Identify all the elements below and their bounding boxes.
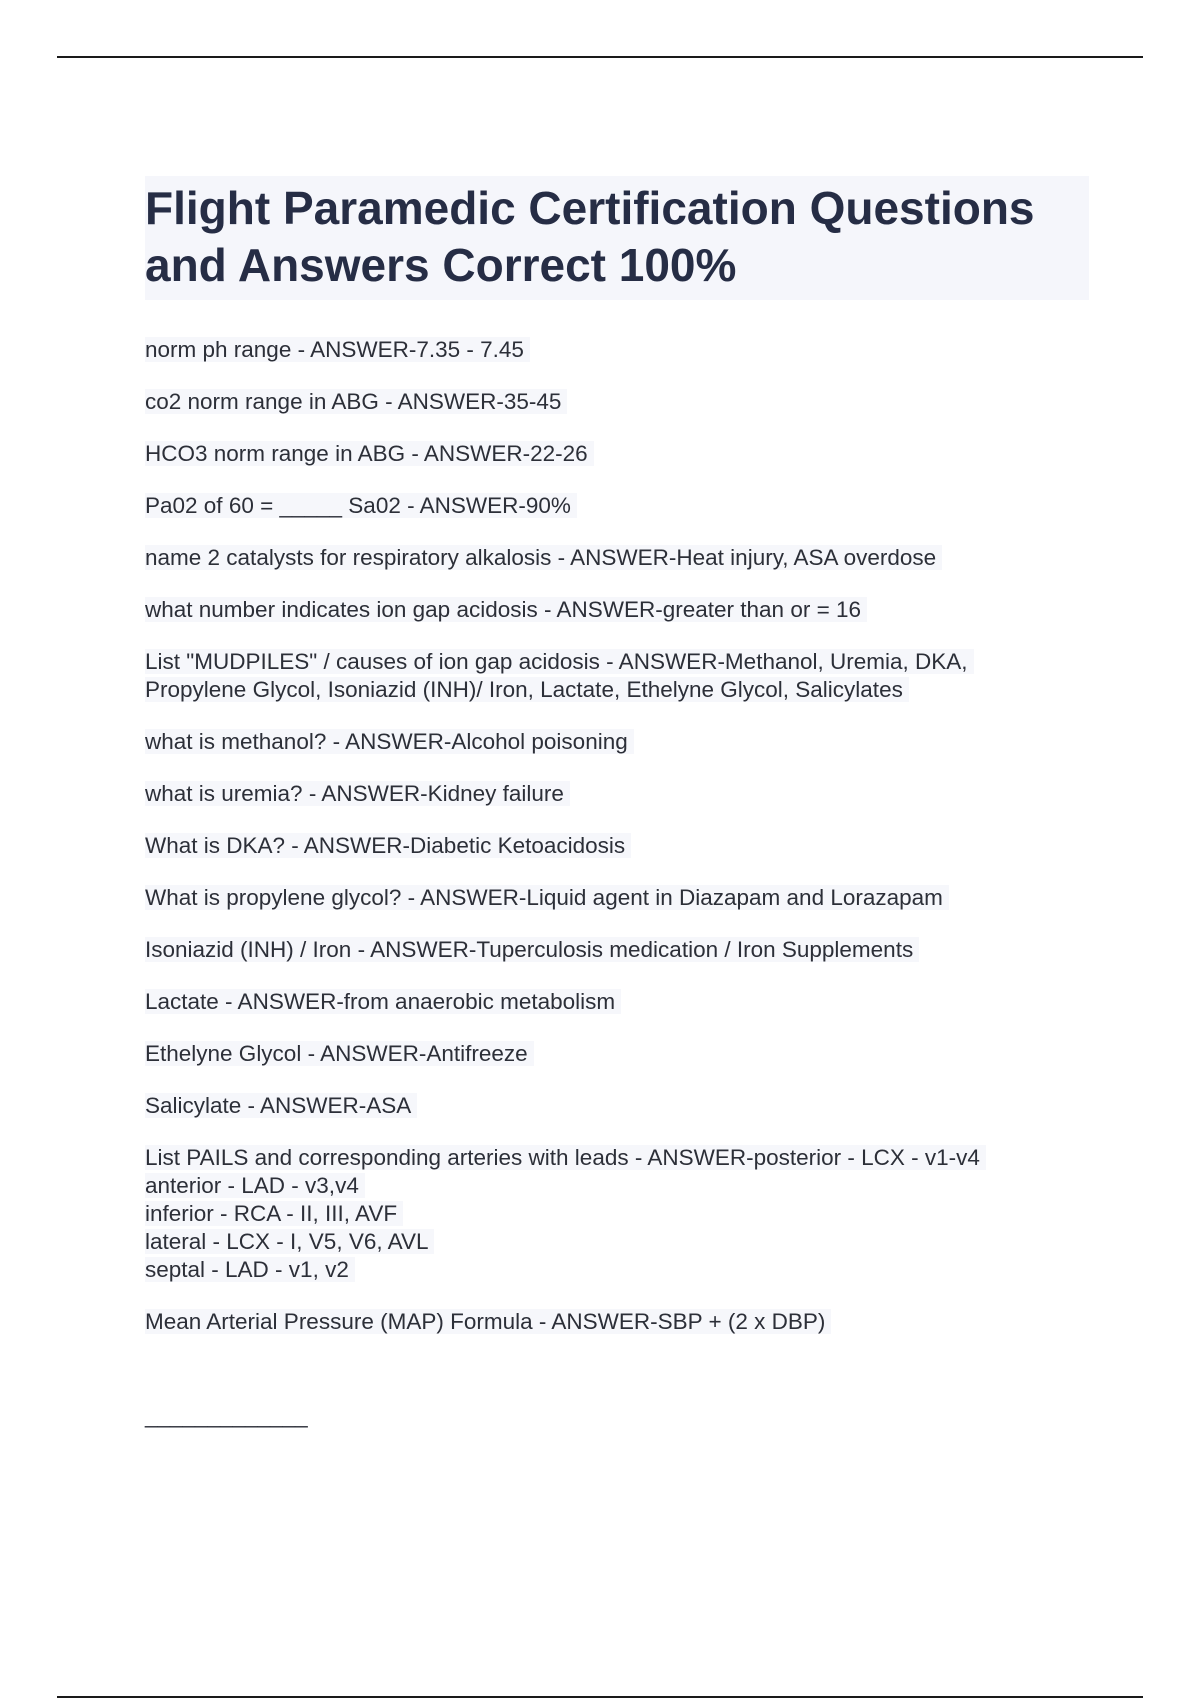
qa-line [145,492,1065,520]
qa-item [145,988,1065,1016]
qa-item [145,728,1065,756]
qa-line-text: Propylene Glycol, Isoniazid (INH)/ Iron, Lactate, Ethelyne Glycol, Salicylates [145,677,909,702]
qa-item [145,440,1065,468]
qa-line-text: Salicylate - ANSWER-ASA [145,1093,417,1118]
qa-item [145,544,1065,572]
title-line-1: Flight Paramedic Certification Questions [145,181,1035,234]
qa-line-text: What is propylene glycol? - ANSWER-Liquid agent in Diazapam and Lorazapam [145,885,949,910]
top-rule [57,56,1143,58]
qa-line [145,1092,1065,1120]
qa-line-text: norm ph range - ANSWER-7.35 - 7.45 [145,337,530,362]
qa-line-text: Pa02 of 60 = _____ Sa02 - ANSWER-90% [145,493,577,518]
qa-line [145,1144,1065,1172]
qa-list [145,336,1065,1360]
qa-line [145,440,1065,468]
qa-line [145,832,1065,860]
qa-line-text: what is methanol? - ANSWER-Alcohol poisoning [145,729,634,754]
qa-line-text: List "MUDPILES" / causes of ion gap acidosis - ANSWER-Methanol, Uremia, DKA, [145,649,974,674]
qa-line-text: Ethelyne Glycol - ANSWER-Antifreeze [145,1041,534,1066]
qa-line-text: Mean Arterial Pressure (MAP) Formula - ANSWER-SBP + (2 x DBP) [145,1309,831,1334]
qa-line-text: What is DKA? - ANSWER-Diabetic Ketoacidosis [145,833,631,858]
qa-item [145,1040,1065,1068]
qa-item [145,336,1065,364]
qa-line [145,884,1065,912]
qa-line-text: HCO3 norm range in ABG - ANSWER-22-26 [145,441,594,466]
qa-line-text: name 2 catalysts for respiratory alkalosis - ANSWER-Heat injury, ASA overdose [145,545,942,570]
qa-line-text: inferior - RCA - II, III, AVF [145,1201,403,1226]
qa-line-text: what number indicates ion gap acidosis - ANSWER-greater than or = 16 [145,597,867,622]
qa-line-text: Lactate - ANSWER-from anaerobic metabolism [145,989,621,1014]
qa-line-text: List PAILS and corresponding arteries with leads - ANSWER-posterior - LCX - v1-v4 [145,1145,986,1170]
qa-item [145,1092,1065,1120]
qa-line-text: septal - LAD - v1, v2 [145,1257,355,1282]
qa-line [145,388,1065,416]
qa-line [145,1308,1065,1336]
qa-line [145,988,1065,1016]
qa-line [145,596,1065,624]
qa-line-text: lateral - LCX - I, V5, V6, AVL [145,1229,434,1254]
qa-item [145,596,1065,624]
qa-line [145,676,1065,704]
qa-line [145,648,1065,676]
qa-item [145,1144,1065,1284]
qa-line-text: what is uremia? - ANSWER-Kidney failure [145,781,570,806]
qa-item [145,936,1065,964]
bottom-rule [57,1696,1143,1698]
qa-item [145,832,1065,860]
qa-line [145,1256,1065,1284]
qa-item [145,1308,1065,1336]
qa-line-text: anterior - LAD - v3,v4 [145,1173,365,1198]
qa-line [145,1228,1065,1256]
qa-item [145,388,1065,416]
qa-line [145,936,1065,964]
qa-line [145,336,1065,364]
qa-line-text: co2 norm range in ABG - ANSWER-35-45 [145,389,567,414]
trailing-underline: _____________ [145,1403,308,1428]
qa-item [145,492,1065,520]
qa-line [145,1040,1065,1068]
qa-line-text: Isoniazid (INH) / Iron - ANSWER-Tuperculosis medication / Iron Supplements [145,937,919,962]
qa-item [145,780,1065,808]
qa-line [145,728,1065,756]
qa-line [145,1172,1065,1200]
title-line-2: and Answers Correct 100% [145,238,737,291]
qa-line [145,1200,1065,1228]
document-title [145,176,1089,300]
qa-item [145,648,1065,704]
qa-line [145,544,1065,572]
qa-item [145,884,1065,912]
qa-line [145,780,1065,808]
